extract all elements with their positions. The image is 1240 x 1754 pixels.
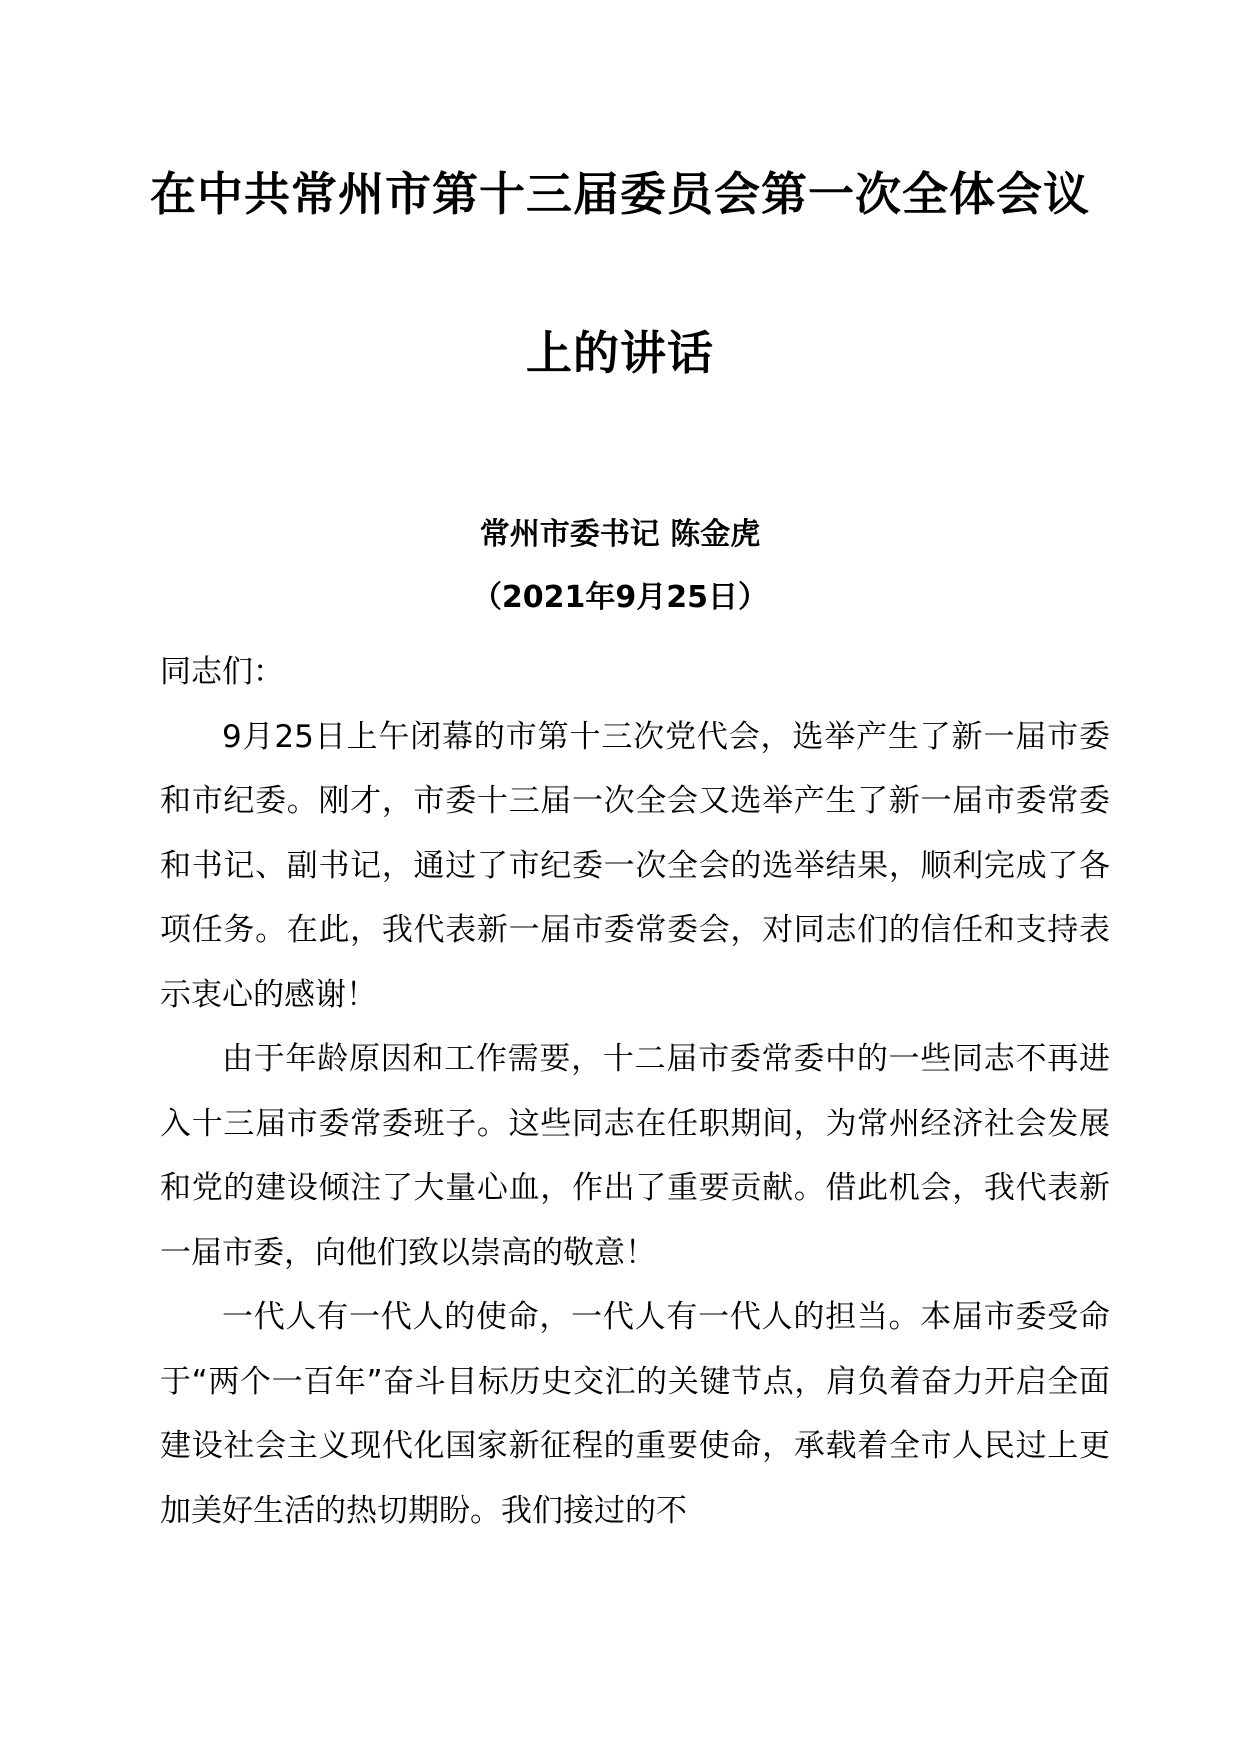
paragraph: 一代人有一代人的使命，一代人有一代人的担当。本届市委受命于“两个一百年”奋斗目标历史交汇的关键节点，肩负着奋力开启全面建设社会主义现代化国家新征程的重要使命，承载着全市人民过上更加美好生活的热切期盼。我们接过的不 — [160, 1299, 1110, 1529]
document-title-line-2: 上的讲话 — [526, 326, 714, 380]
paragraph: 由于年龄原因和工作需要，十二届市委常委中的一些同志不再进入十三届市委常委班子。这些同志在任职期间，为常州经济社会发展和党的建设倾注了大量心血，作出了重要贡献。借此机会，我代表新一届市委，向他们致以崇高的敬意！ — [160, 1041, 1110, 1271]
date-line: （2021年9月25日） — [471, 580, 769, 615]
author-line: 常州市委书记 陈金虎 — [479, 517, 761, 552]
salutation: 同志们： — [160, 654, 284, 690]
paragraph: 9月25日上午闭幕的市第十三次党代会，选举产生了新一届市委和市纪委。刚才，市委十三届一次全会又选举产生了新一届市委常委和书记、副书记，通过了市纪委一次全会的选举结果，顺利完成了各项任务。在此，我代表新一届市委常委会，对同志们的信任和支持表示衷心的感谢！ — [160, 718, 1110, 1013]
document-body — [160, 640, 1110, 1543]
document-title-line-1: 在中共常州市第十三届委员会第一次全体会议 — [150, 167, 1090, 221]
